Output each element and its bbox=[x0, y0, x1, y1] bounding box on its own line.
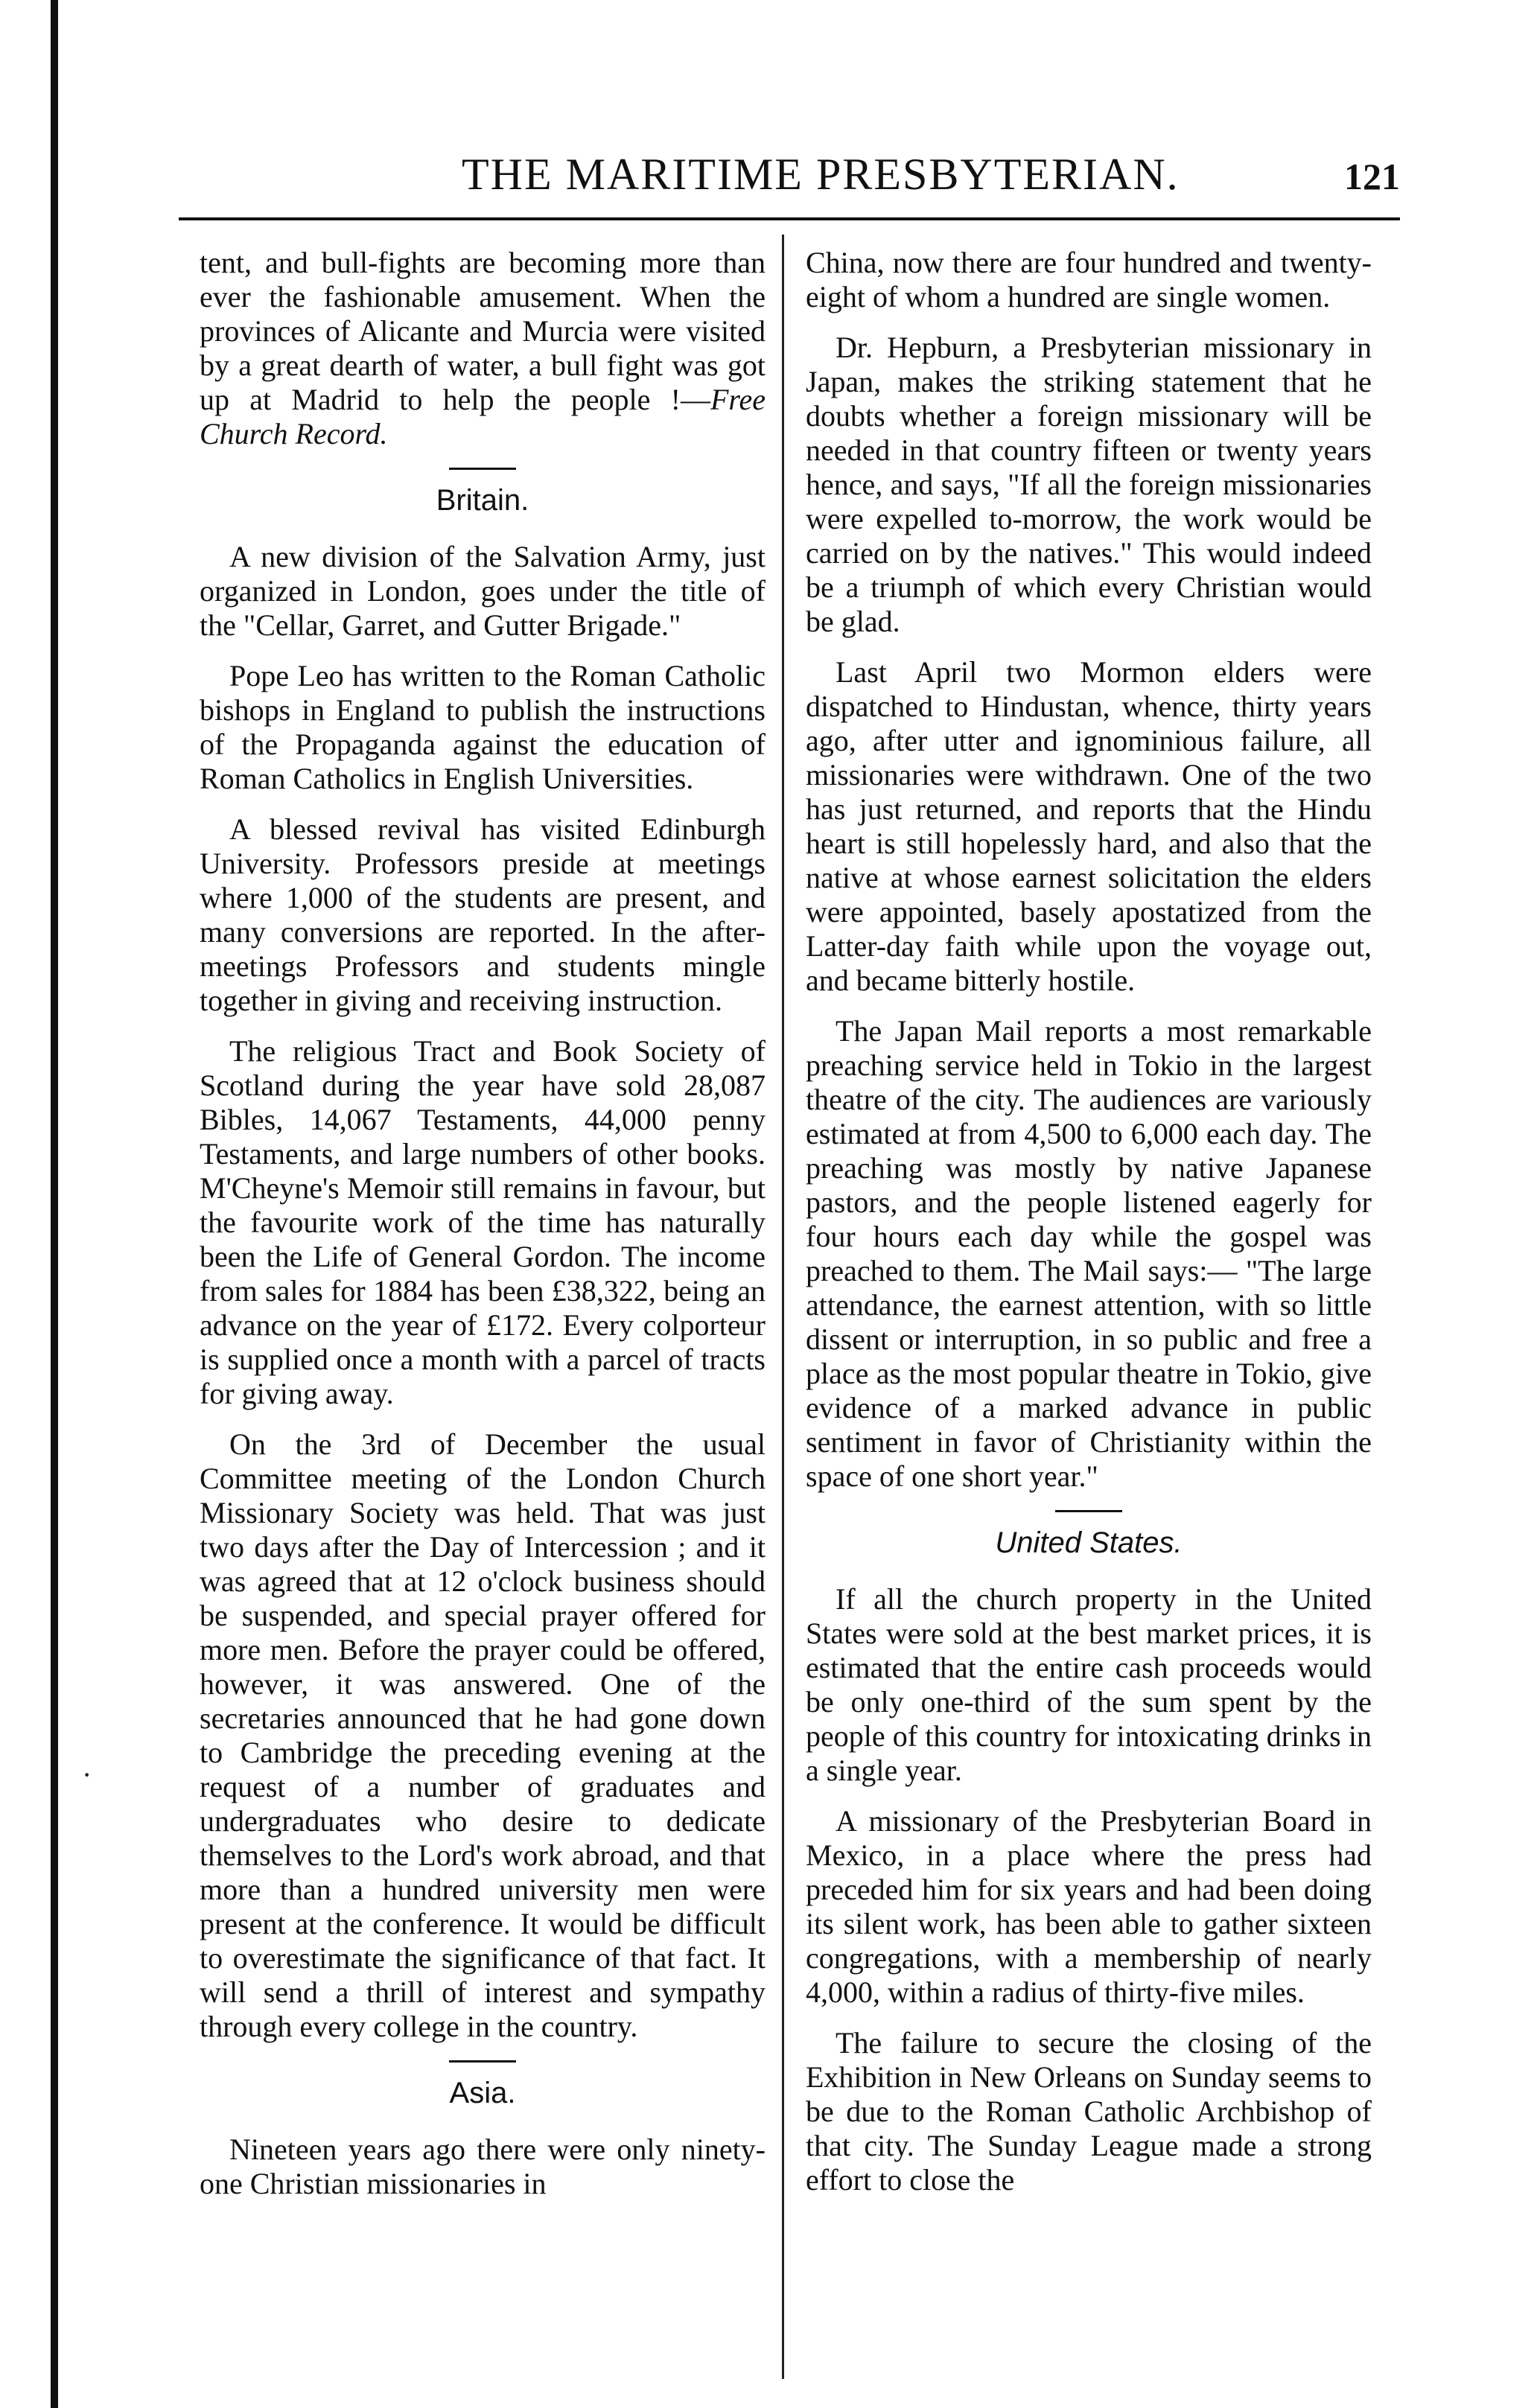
us-paragraph-2: A missionary of the Presbyterian Board in Mexico, in a place where the press had preceded him for six years and had been doing its silent work, has been able to gather sixteen congregations, with a membership of nearly 4,000, within a radius of thirty-five miles. bbox=[806, 1804, 1372, 2009]
asia-paragraph-continued: China, now there are four hundred and twenty-eight of whom a hundred are single women. bbox=[806, 246, 1372, 313]
margin-mark: · bbox=[82, 1758, 92, 1791]
periodical-title: THE MARITIME PRESBYTERIAN. bbox=[462, 150, 1180, 199]
asia-paragraph-3: The Japan Mail reports a most remarkable preaching service held in Tokio in the largest theatre of the city. The audiences are variously estimated at from 4,500 to 6,000 each day. The preaching was mostly by native Japanese pastors, and the people listened eagerly for four hours each day while the gospel was preached to them. The Mail says:— "The large attendance, the earnest attention, with so little dissent or interruption, in so public and free a place as the most popular theatre in Tokio, give evidence of a marked advance in public sentiment in favor of Christianity within the space of one short year." bbox=[806, 1014, 1372, 1493]
section-separator bbox=[1055, 1510, 1122, 1512]
britain-paragraph-5: On the 3rd of December the usual Committee meeting of the London Church Missionary Society was held. That was just two days after the Day of Intercession ; and it was agreed that at 12 o'clock business should be suspended, and special prayer offered for more men. Before the prayer could be offered, however, it was answered. One of the secretaries announced that he had gone down to Cambridge the preceding evening at the request of a number of graduates and undergraduates who desire to dedicate themselves to the Lord's work abroad, and that more than a hundred university men were present at the conference. It would be difficult to overestimate the significance of that fact. It will send a thrill of interest and sympathy through every college in the country. bbox=[200, 1427, 766, 2043]
page-header bbox=[194, 149, 1415, 216]
britain-paragraph-2: Pope Leo has written to the Roman Catholic bishops in England to publish the instructions of the Propaganda against the education of Roman Catholics in English Universities. bbox=[200, 659, 766, 795]
page-number: 121 bbox=[1344, 156, 1400, 197]
britain-paragraph-3: A blessed revival has visited Edinburgh University. Professors preside at meetings where 1,000 of the students are present, and many conversions are reported. In the after-meetings Professors and students mingle together in giving and receiving instruction. bbox=[200, 812, 766, 1017]
left-column bbox=[200, 246, 766, 2375]
section-heading-britain: Britain. bbox=[436, 484, 529, 517]
us-paragraph-1: If all the church property in the United States were sold at the best market prices, it is estimated that the entire cash proceeds would be only one-third of the sum spent by the people of this country for intoxicating drinks in a single year. bbox=[806, 1582, 1372, 1787]
right-column bbox=[806, 246, 1372, 2375]
us-paragraph-3: The failure to secure the closing of the Exhibition in New Orleans on Sunday seems to be due to the Roman Catholic Archbishop of that city. The Sunday League made a strong effort to close the bbox=[806, 2026, 1372, 2197]
intro-paragraph bbox=[200, 246, 766, 451]
asia-paragraph-start: Nineteen years ago there were only ninety-one Christian missionaries in bbox=[200, 2133, 766, 2200]
header-rule bbox=[179, 217, 1400, 220]
column-divider bbox=[782, 235, 784, 2379]
intro-citation: Free Church Record. bbox=[200, 383, 766, 450]
binding-edge bbox=[51, 0, 58, 2408]
asia-paragraph-2: Last April two Mormon elders were dispatched to Hindustan, whence, thirty years ago, after utter and ignominious failure, all missionaries were withdrawn. One of the two has just returned, and reports that the Hindu heart is still hopelessly hard, and also that the native at whose earnest solicitation the elders were appointed, basely apostatized from the Latter-day faith while upon the voyage out, and became bitterly hostile. bbox=[806, 655, 1372, 997]
section-heading-united-states: United States. bbox=[995, 1526, 1183, 1559]
section-heading-asia: Asia. bbox=[449, 2077, 516, 2109]
asia-paragraph-1: Dr. Hepburn, a Presbyterian missionary in Japan, makes the striking statement that he doubts whether a foreign missionary will be needed in that country fifteen or twenty years hence, and says, "If all the foreign missionaries were expelled to-morrow, the work would be carried on by the natives." This would indeed be a triumph of which every Christian would be glad. bbox=[806, 331, 1372, 638]
section-separator bbox=[449, 468, 516, 470]
britain-paragraph-1: A new division of the Salvation Army, just organized in London, goes under the title of the "Cellar, Garret, and Gutter Brigade." bbox=[200, 540, 766, 642]
section-separator bbox=[449, 2060, 516, 2063]
britain-paragraph-4: The religious Tract and Book Society of Scotland during the year have sold 28,087 Bibles, 14,067 Testaments, 44,000 penny Testaments, and large numbers of other books. M'Cheyne's Memoir still remains in favour, but the favourite work of the time has naturally been the Life of General Gordon. The income from sales for 1884 has been £38,322, being an advance on the year of £172. Every colporteur is supplied once a month with a parcel of tracts for giving away. bbox=[200, 1034, 766, 1410]
intro-text: tent, and bull-fights are becoming more than ever the fashionable amusement. When the provinces of Alicante and Murcia were visited by a great dearth of water, a bull fight was got up at Madrid to help the people !— bbox=[200, 246, 766, 416]
